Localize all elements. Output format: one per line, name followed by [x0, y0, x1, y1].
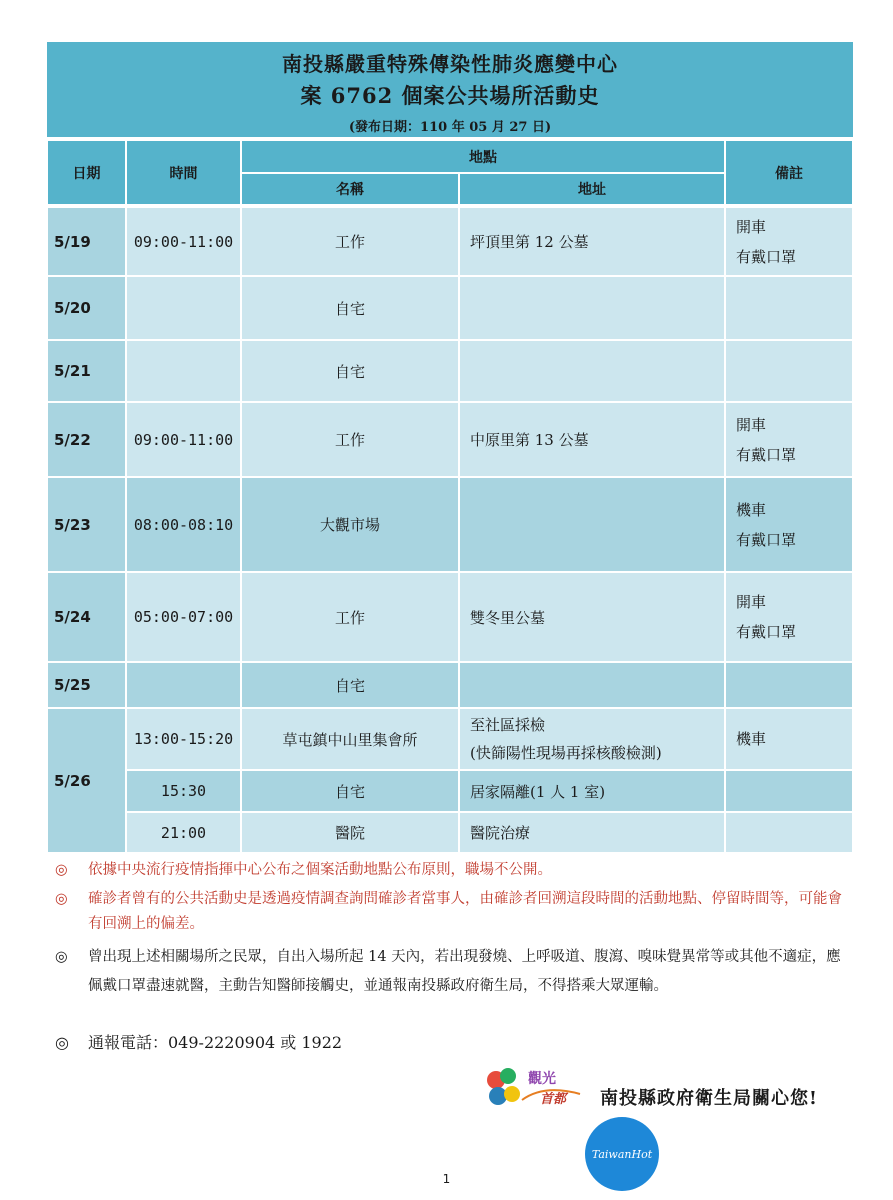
- note-2: [55, 887, 855, 937]
- row-time: 09:00-11:00: [126, 402, 241, 477]
- row-date: 5/19: [47, 207, 126, 276]
- notes-section: [55, 858, 855, 1001]
- table-title-banner: [47, 42, 853, 137]
- row-name: 自宅: [241, 340, 459, 402]
- table-row-5-26: [47, 708, 853, 853]
- row-time: 15:30: [126, 770, 241, 812]
- row-note: [725, 207, 853, 276]
- hotline-text: 通報電話：049-2220904 或 1922: [88, 1033, 343, 1052]
- hotline: [55, 1030, 342, 1053]
- bullet-mark: ◎: [55, 949, 68, 965]
- note-1: [55, 858, 855, 883]
- col-location: 地點: [241, 140, 725, 173]
- row-date: 5/20: [47, 276, 126, 340]
- note-text: 曾出現上述相關場所之民眾，自出入場所起 14 天內，若出現發燒、上呼吸道、腹瀉、嗅味覺異常等或其他不適症，應佩戴口罩盡速就醫，主動告知醫師接觸史，並通報南投縣政府衛生局，不得搭乘大眾運輸。: [88, 949, 841, 994]
- bullet-mark: ◎: [55, 891, 68, 907]
- address-line-2: (快篩陽性現場再採核酸檢測): [470, 744, 662, 762]
- logo-text-1: 觀光: [528, 1071, 556, 1087]
- row-date: 5/23: [47, 477, 126, 572]
- page-number: 1: [442, 1172, 451, 1186]
- table-row: [47, 276, 853, 340]
- col-time: 時間: [126, 140, 241, 205]
- row-address: 居家隔離(1 人 1 室): [459, 770, 725, 812]
- row-address: [459, 477, 725, 572]
- logo-text-2: 首都: [540, 1092, 567, 1107]
- row-note: 機車: [725, 708, 853, 770]
- row-name: 自宅: [241, 276, 459, 340]
- col-name: 名稱: [241, 173, 459, 205]
- bullet-mark: ◎: [55, 1033, 69, 1052]
- row-date: 5/24: [47, 572, 126, 662]
- col-address: 地址: [459, 173, 725, 205]
- note-transport: 開車: [736, 593, 767, 611]
- row-address: 坪頂里第 12 公墓: [459, 207, 725, 276]
- row-name: 自宅: [241, 662, 459, 708]
- row-time: 13:00-15:20: [126, 708, 241, 770]
- tourism-logo: [484, 1064, 584, 1112]
- row-time: 09:00-11:00: [126, 207, 241, 276]
- row-name: 大觀市場: [241, 477, 459, 572]
- row-note: [725, 770, 853, 812]
- table-header: [47, 140, 853, 205]
- note-mask: 有戴口罩: [736, 247, 797, 266]
- row-name: 草屯鎮中山里集會所: [241, 708, 459, 770]
- row-note: [725, 572, 853, 662]
- table-row: [47, 662, 853, 708]
- row-address: 醫院治療: [459, 812, 725, 853]
- row-date: 5/26: [47, 708, 126, 853]
- row-time: 05:00-07:00: [126, 572, 241, 662]
- table-row: [47, 207, 853, 276]
- row-note: [725, 402, 853, 477]
- watermark-badge: TaiwanHot: [585, 1117, 659, 1191]
- col-note: 備註: [725, 140, 853, 205]
- row-address: 中原里第 13 公墓: [459, 402, 725, 477]
- row-address: [459, 662, 725, 708]
- row-name: 工作: [241, 402, 459, 477]
- row-date: 5/21: [47, 340, 126, 402]
- note-text: 依據中央流行疫情指揮中心公布之個案活動地點公布原則，職場不公開。: [88, 862, 552, 878]
- publish-date: (發布日期：110 年 05 月 27 日): [348, 120, 552, 135]
- table-row: [47, 572, 853, 662]
- row-note: [725, 276, 853, 340]
- note-transport: 開車: [736, 217, 767, 236]
- row-note: [725, 477, 853, 572]
- note-mask: 有戴口罩: [736, 530, 797, 549]
- title-line-1: 南投縣嚴重特殊傳染性肺炎應變中心: [282, 52, 618, 76]
- row-time: [126, 340, 241, 402]
- row-address: [459, 708, 725, 770]
- bullet-mark: ◎: [55, 862, 68, 878]
- note-transport: 開車: [736, 415, 767, 434]
- row-name: 自宅: [241, 770, 459, 812]
- col-date: 日期: [47, 140, 126, 205]
- note-mask: 有戴口罩: [736, 445, 797, 464]
- row-name: 工作: [241, 207, 459, 276]
- row-time: 08:00-08:10: [126, 477, 241, 572]
- row-address: [459, 276, 725, 340]
- row-address: [459, 340, 725, 402]
- row-note: [725, 812, 853, 853]
- title-line-2: 案 6762 個案公共場所活動史: [300, 83, 600, 108]
- table-row: [47, 340, 853, 402]
- row-time: 21:00: [126, 812, 241, 853]
- table-row: [47, 402, 853, 477]
- row-date: 5/22: [47, 402, 126, 477]
- table-row: [47, 477, 853, 572]
- row-time: [126, 662, 241, 708]
- note-transport: 機車: [736, 500, 767, 519]
- row-name: 工作: [241, 572, 459, 662]
- row-address: 雙冬里公墓: [459, 572, 725, 662]
- address-line-1: 至社區採檢: [470, 716, 546, 734]
- footer-message: 南投縣政府衛生局關心您!: [600, 1088, 818, 1109]
- row-note: [725, 662, 853, 708]
- row-note: [725, 340, 853, 402]
- row-time: [126, 276, 241, 340]
- note-3: [55, 943, 855, 1001]
- row-name: 醫院: [241, 812, 459, 853]
- row-date: 5/25: [47, 662, 126, 708]
- note-text: 確診者曾有的公共活動史是透過疫情調查詢問確診者當事人，由確診者回溯這段時間的活動地點、停留時間等，可能會有回溯上的偏差。: [88, 891, 842, 932]
- note-mask: 有戴口罩: [736, 623, 797, 641]
